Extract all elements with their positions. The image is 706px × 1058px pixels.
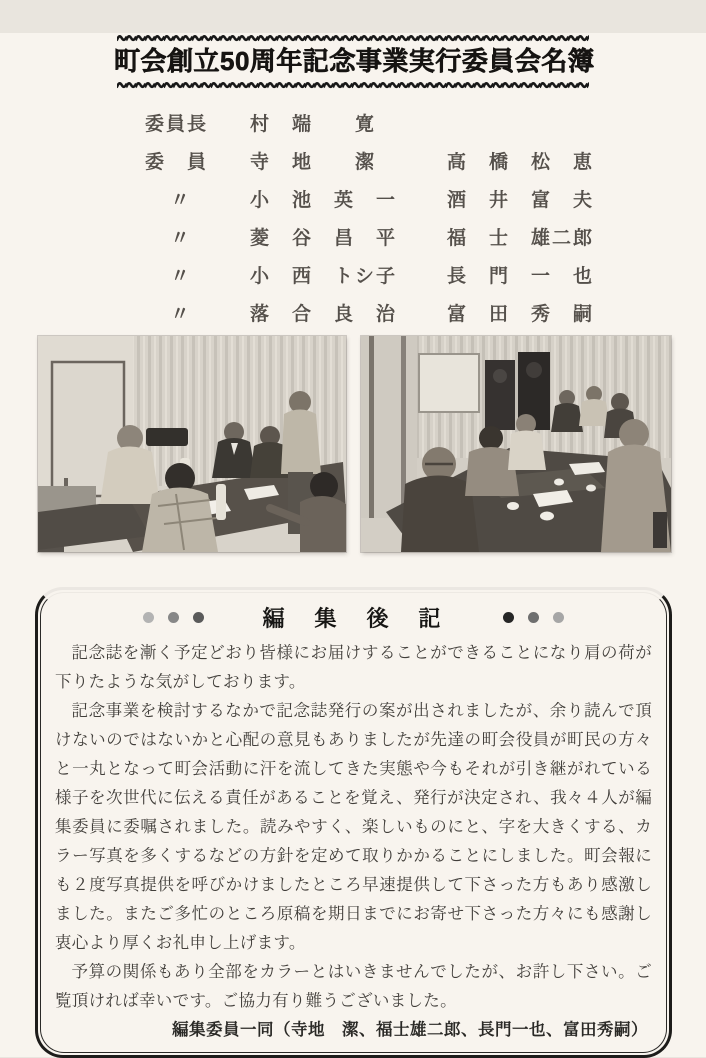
scanned-newsletter-page: [0, 33, 706, 1057]
roster-name: 落 合 良 治: [250, 303, 398, 325]
roster-name: 福 士 雄二郎: [447, 227, 595, 249]
postscript-paragraph: 記念事業を検討するなかで記念誌発行の案が出されましたが、余り読んで頂けないのではないかと心配の意見もありましたが先達の町会役員が町民の方々と一丸となって町会活動に汗を流してきた実態や今もそれが引き継がれている様子を次世代に伝える責任があることを覚え、発行が決定され、我々４人が編集委員に委嘱されました。読みやすく、楽しいものにと、字を大きくする、カラー写真を多くするなどの方針を定めて取りかかることにしました。町会報にも２度写真提供を呼びかけましたところ早速提供して下さった方もあり感激しました。またご多忙のところ原稿を期日までにお寄せ下さった方々にも感謝し衷心より厚くお礼申し上げます。: [55, 702, 652, 952]
title-block: [114, 33, 595, 89]
roster-name: 小 西 トシ子: [250, 265, 398, 287]
postscript-title: 編 集 後 記: [262, 605, 445, 631]
roster-name: 酒 井 富 夫: [447, 189, 595, 211]
roster-role: 委 員: [145, 151, 209, 173]
roster-name: 村 端 寛: [250, 113, 377, 135]
postscript-body: [53, 639, 654, 1043]
roster-ditto-mark: 〃: [170, 303, 192, 325]
roster-name: 高 橋 松 恵: [447, 151, 595, 173]
committee-roster: [145, 103, 706, 331]
roster-name: 寺 地 潔: [250, 151, 377, 173]
roster-name: 長 門 一 也: [447, 265, 595, 287]
heading-dot: [503, 612, 514, 623]
wave-border-bottom: [117, 80, 589, 89]
roster-ditto-mark: 〃: [170, 227, 192, 249]
roster-name: 富 田 秀 嗣: [447, 303, 595, 325]
roster-name: 小 池 英 一: [250, 189, 398, 211]
roster-ditto-mark: 〃: [170, 189, 192, 211]
postscript-box: [35, 587, 672, 1058]
heading-dot: [143, 612, 154, 623]
heading-dot: [553, 612, 564, 623]
roster-name: 菱 谷 昌 平: [250, 227, 398, 249]
heading-dot: [168, 612, 179, 623]
page-title: 町会創立50周年記念事業実行委員会名簿: [114, 46, 595, 76]
roster-row: [145, 141, 706, 179]
postscript-paragraph: 予算の関係もあり全部をカラーとはいきませんでしたが、お許し下さい。ご覧頂ければ幸いです。ご協力有り難うございました。: [55, 963, 652, 1010]
meeting-photo-right: [361, 336, 671, 552]
roster-row: [145, 179, 706, 217]
postscript-paragraph: 記念誌を漸く予定どおり皆様にお届けすることができることになり肩の荷が下りたような気がしております。: [55, 644, 652, 691]
roster-row: [145, 217, 706, 255]
postscript-signature: 編集委員一同（寺地 潔、福士雄二郎、長門一也、富田秀嗣）: [172, 1021, 648, 1039]
meeting-photo-left: [38, 336, 346, 552]
roster-row: [145, 293, 706, 331]
roster-ditto-mark: 〃: [170, 265, 192, 287]
heading-dot: [528, 612, 539, 623]
roster-role: 委員長: [145, 113, 209, 135]
wave-border-top: [117, 33, 589, 42]
postscript-heading: [53, 603, 654, 631]
roster-row: [145, 255, 706, 293]
heading-dot: [193, 612, 204, 623]
postscript-box-inner: [40, 592, 667, 1053]
photo-strip: [0, 336, 706, 552]
roster-row: [145, 103, 706, 141]
